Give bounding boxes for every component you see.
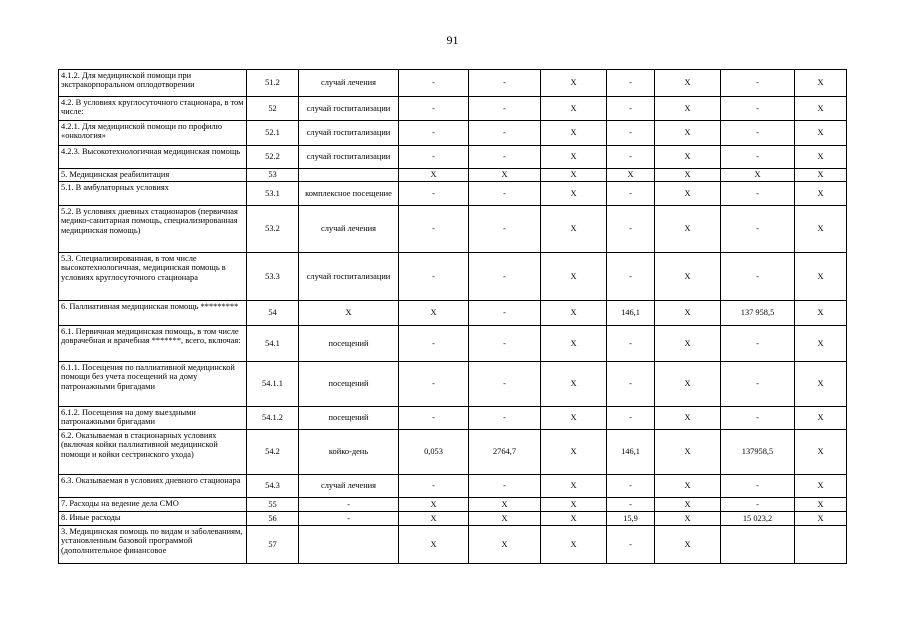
- value-cell-c2: -: [469, 301, 541, 326]
- value-cell-c7: Х: [795, 146, 847, 169]
- row-code-cell: 54: [247, 301, 299, 326]
- value-cell-c6: -: [721, 70, 795, 97]
- value-cell-c5: Х: [655, 512, 721, 526]
- value-cell-c1: -: [399, 146, 469, 169]
- row-unit-cell: Х: [299, 301, 399, 326]
- value-cell-c1: -: [399, 407, 469, 430]
- value-cell-c3: Х: [541, 253, 607, 301]
- value-cell-c5: Х: [655, 182, 721, 206]
- row-code-cell: 52.1: [247, 121, 299, 146]
- row-name-cell: 4.1.2. Для медицинской помощи при экстракорпоральном оплодотворении: [59, 70, 247, 97]
- value-cell-c6: -: [721, 362, 795, 407]
- value-cell-c7: Х: [795, 512, 847, 526]
- row-unit-cell: случай госпитализации: [299, 97, 399, 121]
- table-row: [59, 253, 847, 301]
- row-unit-cell: койко-день: [299, 430, 399, 475]
- table-body: [59, 70, 847, 564]
- row-unit-cell: посещений: [299, 326, 399, 362]
- value-cell-c7: Х: [795, 362, 847, 407]
- value-cell-c5: Х: [655, 407, 721, 430]
- value-cell-c3: Х: [541, 121, 607, 146]
- row-name-cell: 6. Паллиативная медицинская помощь *********: [59, 301, 247, 326]
- value-cell-c4: -: [607, 206, 655, 253]
- value-cell-c3: Х: [541, 169, 607, 182]
- value-cell-c7: Х: [795, 206, 847, 253]
- value-cell-c5: Х: [655, 146, 721, 169]
- value-cell-c6: -: [721, 407, 795, 430]
- row-code-cell: 54.1.2: [247, 407, 299, 430]
- row-unit-cell: посещений: [299, 362, 399, 407]
- value-cell-c1: -: [399, 253, 469, 301]
- value-cell-c3: Х: [541, 97, 607, 121]
- page-number: 91: [446, 33, 459, 47]
- table-row: [59, 146, 847, 169]
- value-cell-c3: Х: [541, 362, 607, 407]
- value-cell-c1: Х: [399, 301, 469, 326]
- value-cell-c2: Х: [469, 512, 541, 526]
- value-cell-c6: 15 023,2: [721, 512, 795, 526]
- row-name-cell: 6.1. Первичная медицинская помощь, в том числе доврачебная и врачебная *******, всего, включая:: [59, 326, 247, 362]
- value-cell-c1: -: [399, 206, 469, 253]
- value-cell-c7: Х: [795, 407, 847, 430]
- value-cell-c3: Х: [541, 498, 607, 512]
- value-cell-c6: -: [721, 326, 795, 362]
- value-cell-c3: Х: [541, 526, 607, 564]
- row-code-cell: 51.2: [247, 70, 299, 97]
- row-name-cell: 6.3. Оказываемая в условиях дневного стационара: [59, 475, 247, 498]
- row-code-cell: 57: [247, 526, 299, 564]
- value-cell-c1: -: [399, 182, 469, 206]
- value-cell-c4: -: [607, 70, 655, 97]
- value-cell-c3: Х: [541, 430, 607, 475]
- value-cell-c3: Х: [541, 70, 607, 97]
- value-cell-c1: 0,053: [399, 430, 469, 475]
- row-unit-cell: случай госпитализации: [299, 253, 399, 301]
- row-unit-cell: комплексное посещение: [299, 182, 399, 206]
- table-row: [59, 182, 847, 206]
- value-cell-c2: -: [469, 407, 541, 430]
- value-cell-c2: -: [469, 362, 541, 407]
- value-cell-c2: Х: [469, 169, 541, 182]
- value-cell-c7: Х: [795, 430, 847, 475]
- row-unit-cell: случай лечения: [299, 70, 399, 97]
- row-name-cell: 4.2. В условиях круглосуточного стационара, в том числе:: [59, 97, 247, 121]
- value-cell-c5: Х: [655, 121, 721, 146]
- table-row: [59, 206, 847, 253]
- value-cell-c1: Х: [399, 512, 469, 526]
- table-row: [59, 70, 847, 97]
- row-code-cell: 52: [247, 97, 299, 121]
- value-cell-c1: -: [399, 121, 469, 146]
- value-cell-c4: -: [607, 97, 655, 121]
- row-unit-cell: случай лечения: [299, 475, 399, 498]
- value-cell-c5: Х: [655, 326, 721, 362]
- value-cell-c3: Х: [541, 475, 607, 498]
- value-cell-c2: 2764,7: [469, 430, 541, 475]
- row-unit-cell: [299, 526, 399, 564]
- row-unit-cell: случай госпитализации: [299, 121, 399, 146]
- value-cell-c1: -: [399, 475, 469, 498]
- row-name-cell: 4.2.1. Для медицинской помощи по профилю «онкология»: [59, 121, 247, 146]
- row-unit-cell: посещений: [299, 407, 399, 430]
- table-row: [59, 526, 847, 564]
- value-cell-c6: -: [721, 97, 795, 121]
- table-row: [59, 498, 847, 512]
- table-row: [59, 407, 847, 430]
- value-cell-c1: -: [399, 326, 469, 362]
- value-cell-c1: -: [399, 362, 469, 407]
- value-cell-c5: Х: [655, 430, 721, 475]
- value-cell-c5: Х: [655, 206, 721, 253]
- value-cell-c6: -: [721, 475, 795, 498]
- row-name-cell: 5.3. Специализированная, в том числе высокотехнологичная, медицинская помощь в условиях круглосуточного стационара: [59, 253, 247, 301]
- value-cell-c1: Х: [399, 169, 469, 182]
- value-cell-c6: -: [721, 146, 795, 169]
- tariff-table: [58, 69, 847, 564]
- value-cell-c5: Х: [655, 97, 721, 121]
- value-cell-c3: Х: [541, 326, 607, 362]
- value-cell-c7: Х: [795, 301, 847, 326]
- value-cell-c3: Х: [541, 206, 607, 253]
- value-cell-c4: -: [607, 407, 655, 430]
- row-name-cell: 6.1.1. Посещения по паллиативной медицинской помощи без учета посещений на дому патронажными бригадами: [59, 362, 247, 407]
- value-cell-c6: 137958,5: [721, 430, 795, 475]
- value-cell-c3: Х: [541, 146, 607, 169]
- table-row: [59, 326, 847, 362]
- row-unit-cell: -: [299, 498, 399, 512]
- value-cell-c1: Х: [399, 526, 469, 564]
- table-row: [59, 362, 847, 407]
- row-code-cell: 54.2: [247, 430, 299, 475]
- value-cell-c3: Х: [541, 512, 607, 526]
- value-cell-c7: Х: [795, 121, 847, 146]
- row-name-cell: 8. Иные расходы: [59, 512, 247, 526]
- row-unit-cell: случай госпитализации: [299, 146, 399, 169]
- row-code-cell: 54.3: [247, 475, 299, 498]
- value-cell-c2: -: [469, 97, 541, 121]
- row-code-cell: 54.1.1: [247, 362, 299, 407]
- value-cell-c2: -: [469, 326, 541, 362]
- value-cell-c4: -: [607, 121, 655, 146]
- value-cell-c2: -: [469, 70, 541, 97]
- value-cell-c6: -: [721, 498, 795, 512]
- value-cell-c3: Х: [541, 182, 607, 206]
- value-cell-c4: -: [607, 526, 655, 564]
- value-cell-c4: -: [607, 498, 655, 512]
- value-cell-c5: Х: [655, 169, 721, 182]
- value-cell-c2: -: [469, 253, 541, 301]
- row-code-cell: 53.3: [247, 253, 299, 301]
- table-row: [59, 512, 847, 526]
- table-row: [59, 169, 847, 182]
- value-cell-c1: -: [399, 97, 469, 121]
- table-row: [59, 97, 847, 121]
- value-cell-c6: -: [721, 206, 795, 253]
- row-name-cell: 5.1. В амбулаторных условиях: [59, 182, 247, 206]
- value-cell-c6: -: [721, 253, 795, 301]
- value-cell-c7: Х: [795, 182, 847, 206]
- value-cell-c6: [721, 526, 795, 564]
- value-cell-c4: 146,1: [607, 430, 655, 475]
- value-cell-c2: Х: [469, 526, 541, 564]
- value-cell-c4: -: [607, 362, 655, 407]
- value-cell-c2: Х: [469, 498, 541, 512]
- row-name-cell: 7. Расходы на ведение дела СМО: [59, 498, 247, 512]
- value-cell-c5: Х: [655, 301, 721, 326]
- value-cell-c4: 15,9: [607, 512, 655, 526]
- value-cell-c5: Х: [655, 70, 721, 97]
- row-code-cell: 53: [247, 169, 299, 182]
- row-name-cell: 5.2. В условиях дневных стационаров (первичная медико-санитарная помощь, специализированная медицинская помощь): [59, 206, 247, 253]
- value-cell-c7: Х: [795, 169, 847, 182]
- value-cell-c4: -: [607, 182, 655, 206]
- row-code-cell: 55: [247, 498, 299, 512]
- value-cell-c2: -: [469, 121, 541, 146]
- value-cell-c1: Х: [399, 498, 469, 512]
- value-cell-c2: -: [469, 182, 541, 206]
- value-cell-c7: Х: [795, 70, 847, 97]
- row-code-cell: 53.1: [247, 182, 299, 206]
- value-cell-c4: Х: [607, 169, 655, 182]
- row-unit-cell: -: [299, 512, 399, 526]
- value-cell-c3: Х: [541, 301, 607, 326]
- row-name-cell: 3. Медицинская помощь по видам и заболеваниям, установленным базовой программой (дополнительное финансовое: [59, 526, 247, 564]
- value-cell-c2: -: [469, 206, 541, 253]
- value-cell-c5: Х: [655, 475, 721, 498]
- table-row: [59, 430, 847, 475]
- value-cell-c2: -: [469, 146, 541, 169]
- value-cell-c5: Х: [655, 362, 721, 407]
- value-cell-c7: Х: [795, 498, 847, 512]
- value-cell-c4: -: [607, 475, 655, 498]
- value-cell-c7: Х: [795, 326, 847, 362]
- value-cell-c7: [795, 526, 847, 564]
- value-cell-c3: Х: [541, 407, 607, 430]
- value-cell-c5: Х: [655, 526, 721, 564]
- row-name-cell: 6.1.2. Посещения на дому выездными патронажными бригадами: [59, 407, 247, 430]
- row-name-cell: 4.2.3. Высокотехнологичная медицинская помощь: [59, 146, 247, 169]
- table-row: [59, 475, 847, 498]
- value-cell-c6: -: [721, 182, 795, 206]
- table-row: [59, 301, 847, 326]
- value-cell-c7: Х: [795, 253, 847, 301]
- row-code-cell: 54.1: [247, 326, 299, 362]
- row-name-cell: 6.2. Оказываемая в стационарных условиях (включая койки паллиативной медицинской помощи и койки сестринского ухода): [59, 430, 247, 475]
- row-code-cell: 52.2: [247, 146, 299, 169]
- row-name-cell: 5. Медицинская реабилитация: [59, 169, 247, 182]
- value-cell-c5: Х: [655, 498, 721, 512]
- value-cell-c6: 137 958,5: [721, 301, 795, 326]
- row-unit-cell: случай лечения: [299, 206, 399, 253]
- value-cell-c2: -: [469, 475, 541, 498]
- row-unit-cell: [299, 169, 399, 182]
- row-code-cell: 53.2: [247, 206, 299, 253]
- value-cell-c1: -: [399, 70, 469, 97]
- value-cell-c6: -: [721, 121, 795, 146]
- value-cell-c7: Х: [795, 97, 847, 121]
- value-cell-c7: Х: [795, 475, 847, 498]
- table-row: [59, 121, 847, 146]
- value-cell-c4: -: [607, 326, 655, 362]
- value-cell-c4: 146,1: [607, 301, 655, 326]
- value-cell-c4: -: [607, 253, 655, 301]
- row-code-cell: 56: [247, 512, 299, 526]
- value-cell-c5: Х: [655, 253, 721, 301]
- value-cell-c6: Х: [721, 169, 795, 182]
- value-cell-c4: -: [607, 146, 655, 169]
